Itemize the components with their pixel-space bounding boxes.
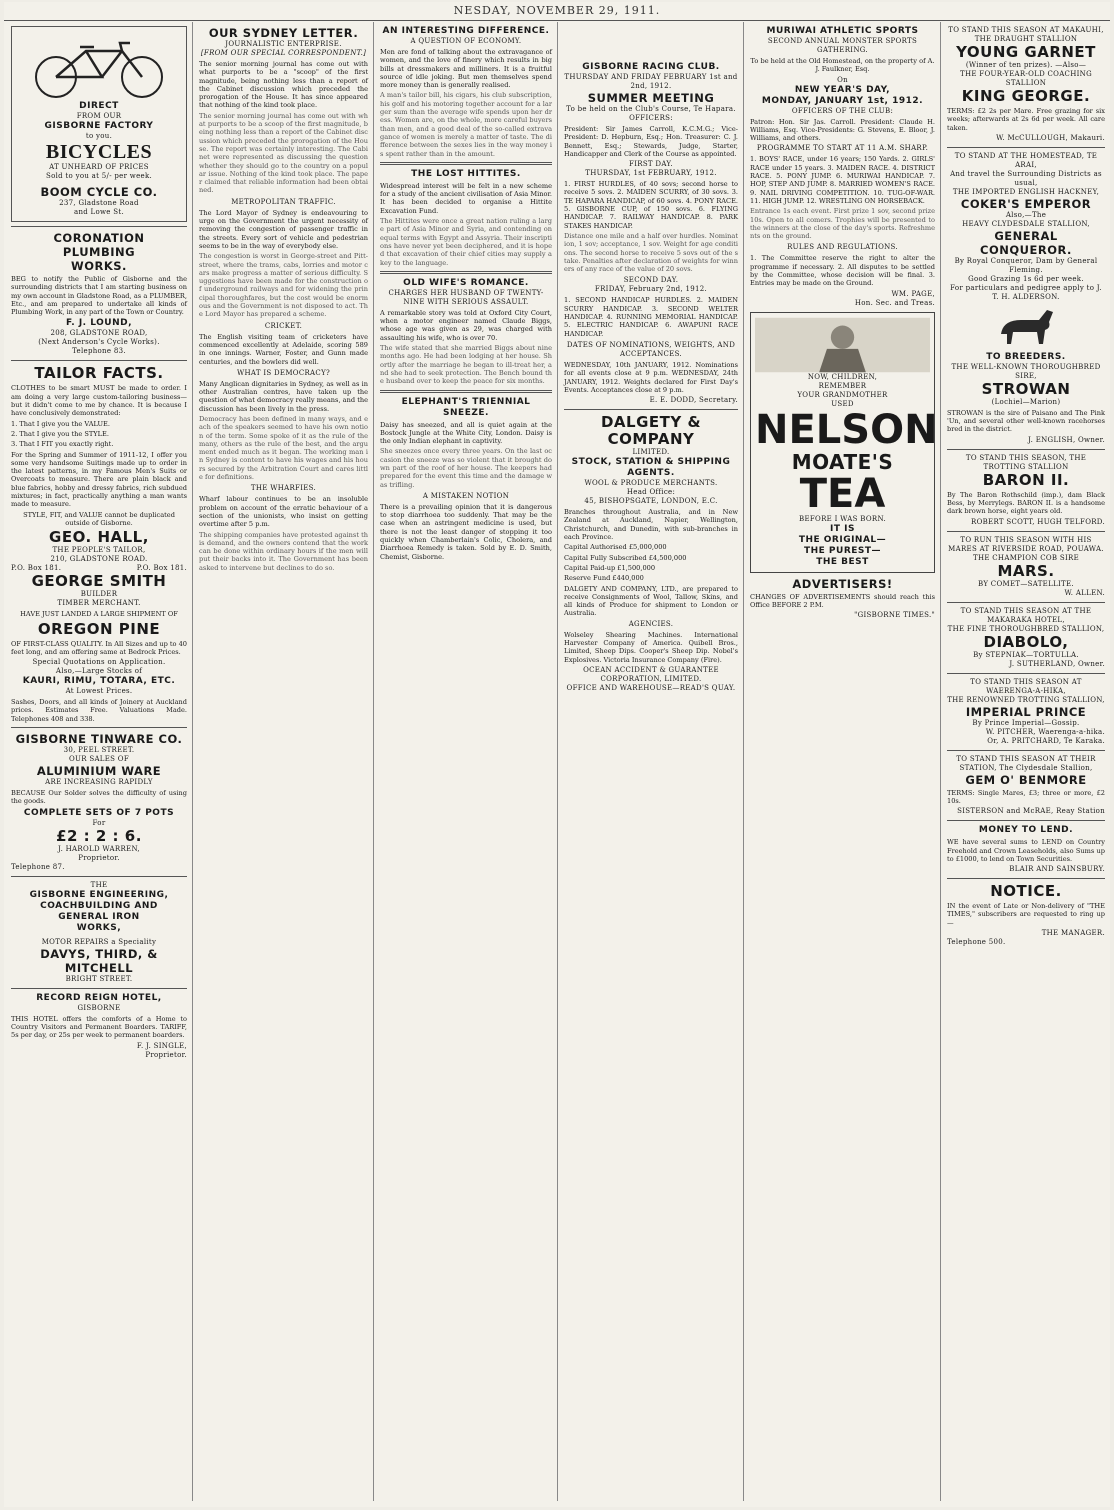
first-day-date: THURSDAY, 1st FEBRUARY, 1912. xyxy=(585,169,717,178)
plumbing-title-2: PLUMBING xyxy=(62,245,136,259)
summer-meeting-title: SUMMER MEETING xyxy=(587,91,715,105)
elephant-p4: Daisy has sneezed, and all is quiet again at the Bostock Jungle at the White City, London. Daisy is the only Indian elephant in captivity. xyxy=(380,420,552,446)
stand-1: TO STAND THIS SEASON AT MAKAUHI, THE DRAUGHT STALLION xyxy=(948,26,1104,43)
sydney-p3: The English visiting team of cricketers have commenced excellently at Adelaide, scoring 589 in one innings. Warner, Foster, and Gunn made centuries, and the bowlers did well. xyxy=(199,332,368,366)
romance-subtitle: CHARGES HER HUSBAND OF TWENTY-NINE WITH SERIOUS ASSAULT. xyxy=(388,288,544,306)
hotel-text: THIS HOTEL offers the comforts of a Home to Country Visitors and Permanent Boarders. TARIFF, 5s per day, or 25s per week to permanent boarders. xyxy=(11,1014,187,1040)
hittites-column-text: The Hittites were once a great nation ruling a large part of Asia Minor and Syria, and contending on equal terms with Egypt and Assyria. Their inscriptions have never yet been deciphered, and it is hoped that excavation of their chief cities may supply a key to the language. xyxy=(380,217,552,267)
nelson-tea: TEA xyxy=(799,470,886,517)
strowan-sub: (Lochiel—Marion) xyxy=(991,397,1061,406)
stand-3: TO STAND THIS SEASON, THE TROTTING STALLION xyxy=(965,453,1087,471)
muriwai-second: SECOND ANNUAL MONSTER SPORTS GATHERING. xyxy=(767,37,918,54)
tinware-price: £2 : 2 : 6. xyxy=(56,826,142,845)
engineering-line-3: COACHBUILDING AND xyxy=(40,900,158,911)
dalgety-office: OFFICE AND WAREHOUSE—READ'S QUAY. xyxy=(566,683,736,692)
column-5 xyxy=(745,22,941,1501)
sydney-sub-1: METROPOLITAN TRAFFIC. xyxy=(231,197,336,206)
plumbing-phone: Telephone 83. xyxy=(72,347,126,356)
tinware-for: For xyxy=(92,818,106,827)
dalgety-capital-1: Capital Authorised £5,000,000 xyxy=(564,543,667,552)
dalgety-text: DALGETY AND COMPANY, LTD., are prepared to receive Consignments of Wool, Tallow, Skins, and all kinds of Produce for shipment to London or Australia. xyxy=(564,584,738,618)
engineering-street: BRIGHT STREET. xyxy=(65,974,133,983)
tinware-complete: COMPLETE SETS OF 7 POTS xyxy=(23,807,175,818)
young-garnet: YOUNG GARNET xyxy=(956,43,1096,61)
tailor-intro: CLOTHES to be smart MUST be made to order. I am doing a very large custom-tailoring business—but it didn't come to me by chance. It is because I have conclusively demonstrated: xyxy=(11,384,187,418)
tailor-po-left: P.O. Box 181. xyxy=(11,564,62,573)
tailor-more: For the Spring and Summer of 1911-12, I offer you some very handsome Suitings made up to order in the latest patterns, in my Famous Men's Suits or Overcoats to measure. There are plain black and blue fabrics, hobby and dressy fabrics, rich subdued mixtures; in fact, practically anything a man wants made to measure. xyxy=(11,450,187,509)
stand-7: TO STAND THIS SEASON AT THEIR STATION, The Clydesdale Stallion, xyxy=(956,754,1096,772)
imperial-owner: W. PITCHER, Waerenga-a-hika. xyxy=(985,727,1105,736)
diabolo: DIABOLO, xyxy=(983,632,1069,651)
hittites-title: THE LOST HITTITES. xyxy=(411,168,521,179)
nelson-top-4: USED xyxy=(831,399,854,408)
tailor-po-right: P.O. Box 181. xyxy=(136,564,187,573)
tinware-title: GISBORNE TINWARE CO. xyxy=(15,732,183,747)
smith-woods: KAURI, RIMU, TOTARA, ETC. xyxy=(22,676,176,687)
nelson-before: BEFORE I WAS BORN. xyxy=(799,514,886,523)
advertisers-title: ADVERTISERS! xyxy=(792,576,893,591)
sydney-p1: The senior morning journal has come out with what purports to be a "scoop" of the first magnitude, being nothing less than a report of the Cabinet discussion which preceded the prorogation of the House. It has since appeared that nothing of the kind took place. xyxy=(199,60,368,110)
romance-title: OLD WIFE'S ROMANCE. xyxy=(403,277,529,288)
travel: And travel the Surrounding Districts as usual, xyxy=(950,169,1102,187)
elephant-title: ELEPHANT'S TRIENNIAL SNEEZE. xyxy=(401,396,531,418)
racing-signed: E. E. DODD, Secretary. xyxy=(649,396,738,405)
money-text: WE have several sums to LEND on Country Freehold and Crown Leaseholds, also Sums up to £1000, to lend on Town Securities. xyxy=(947,838,1105,863)
first-day-column-text: Distance one mile and a half over hurdles. Nomination, 1 sov; acceptance, 1 sov. Weight for age conditions. The second horse to receive 5 sovs out of the stake. Penalties after declaration of weights for winners of any race of the value of 20 sovs. xyxy=(564,231,738,274)
mistaken-notion: A MISTAKEN NOTION xyxy=(422,491,510,500)
sydney-credit: [FROM OUR SPECIAL CORRESPONDENT.] xyxy=(200,49,367,57)
sydney-column-text-3: Democracy has been defined in many ways, and each of the speakers seemed to have his own notion of the term. Some spoke of it as the rule of the many, others as the rule of the best, and the argument ended much as it began. The working man in Sydney is content to have his wages and his hours secured by the Arbitration Court and cares little for definitions. xyxy=(199,414,368,482)
tinware-our-sales: OUR SALES OF xyxy=(69,755,129,764)
king-george-terms: TERMS: £2 2s per Mare. Free grazing for six weeks; afterwards at 2s 6d per week. All care taken. xyxy=(947,107,1105,132)
notice-text: IN the event of Late or Non-delivery of "THE TIMES," subscribers are requested to ring up— xyxy=(947,902,1105,927)
engineering-firm: DAVYS, THIRD, & MITCHELL xyxy=(40,946,158,975)
stand-6: TO STAND THIS SEASON AT WAERENGA-A-HIKA, xyxy=(970,677,1082,695)
mars: MARS. xyxy=(997,561,1055,580)
tinware-product: ALUMINIUM WARE xyxy=(36,764,162,779)
money-owner: BLAIR AND SAINSBURY. xyxy=(1009,865,1105,874)
tinware-increasing: ARE INCREASING RAPIDLY xyxy=(45,778,153,787)
tinware-address: 30, PEEL STREET. xyxy=(63,746,135,755)
stand-5: TO STAND THIS SEASON AT THE MAKARAKA HOTEL, xyxy=(960,606,1092,624)
nelson-top-1: NOW, CHILDREN, xyxy=(807,372,878,381)
tailor-address: 210, GLADSTONE ROAD. xyxy=(50,555,148,564)
nelson-brand: NELSON xyxy=(755,406,938,453)
sydney-p2: The Lord Mayor of Sydney is endeavouring to urge on the Government the urgent necessity of removing the congestion of passenger traffic in the streets. Every sort of vehicle and pedestrian seems to be in the way of everybody else. xyxy=(199,208,368,250)
clydesdale: HEAVY CLYDESDALE STALLION, xyxy=(962,219,1090,228)
gem-terms: TERMS: Single Mares, £3; three or more, £2 10s. xyxy=(947,788,1105,805)
also: Also,—The xyxy=(1005,210,1047,219)
stand-4: TO RUN THIS SEASON WITH HIS MARES AT RIVERSIDE ROAD, POUAWA. xyxy=(948,535,1104,553)
sydney-sub-3: WHAT IS DEMOCRACY? xyxy=(236,368,331,377)
hotel-title: RECORD REIGN HOTEL, xyxy=(36,992,162,1003)
muriwai-date-2: MONDAY, JANUARY 1st, 1912. xyxy=(761,95,924,106)
romance-p3: A remarkable story was told at Oxford City Court, when a motor engineer named Claude Biggs, whose age was given as 29, was charged with assaulting his wife, who is over 70. xyxy=(380,308,552,342)
bicycles-from: FROM OUR xyxy=(76,112,122,120)
romance-column-text: The wife stated that she married Biggs about nine months ago. He had been lodging at her house. Shortly after the marriage he began to ill-treat her, and she had to seek protection. The Bench bound the husband over to keep the peace for six months. xyxy=(380,344,552,386)
bicycle-icon xyxy=(24,37,174,99)
king-george: KING GEORGE. xyxy=(961,87,1091,105)
hittites-p2: Widespread interest will be felt in a new scheme for a study of the ancient civilisation of Asia Minor. It has been decided to organise a Hittite Excavation Fund. xyxy=(380,181,552,215)
plumbing-address: 208, GLADSTONE ROAD, xyxy=(50,329,148,338)
sydney-title: OUR SYDNEY LETTER. xyxy=(208,26,359,40)
imperial-sub: By Prince Imperial—Gossip. xyxy=(972,718,1080,727)
bicycles-direct: DIRECT xyxy=(79,101,119,111)
muriwai-date: NEW YEAR'S DAY, xyxy=(794,84,891,95)
dalgety-branches: Branches throughout Australia, and in New Zealand at Auckland, Napier, Wellington, Christchurch, and Dunedin, with sub-branches in each Province. xyxy=(564,508,738,542)
dalgety-capital-3: Capital Paid-up £1,500,000 xyxy=(564,563,656,572)
difference-title: AN INTERESTING DIFFERENCE. xyxy=(382,26,550,36)
diabolo-owner: J. SUTHERLAND, Owner. xyxy=(1009,659,1105,668)
nominations-text: WEDNESDAY, 10th JANUARY, 1912. Nominations for all events close at 9 p.m. WEDNESDAY, 24th JANUARY, 1912. Weights declared for First Day's Events. Acceptances close at 9 p.m. xyxy=(564,360,738,394)
advertisers-text: CHANGES OF ADVERTISEMENTS should reach this Office BEFORE 2 P.M. xyxy=(750,592,935,609)
second-day-text: 1. SECOND HANDICAP HURDLES. 2. MAIDEN SCURRY HANDICAP. 3. SECOND WELTER HANDICAP. 4. RUNNING MEMORIAL HANDICAP. 5. ELECTRIC HANDICAP. 6. AWAPUNI RACE HANDICAP. xyxy=(564,296,738,338)
sydney-p5: Wharf labour continues to be an insoluble problem on account of the erratic behaviour of a section of the unionists, who insist on getting overtime after 5 p.m. xyxy=(199,495,368,529)
dalgety-agents: STOCK, STATION & SHIPPING AGENTS. xyxy=(571,457,731,479)
strowan-text: STROWAN is the sire of Paisano and The Pink 'Un, and several other well-known racehorses bred in the district. xyxy=(947,408,1105,434)
muriwai-officers-text: Patron: Hon. Sir Jas. Carroll. President: Claude H. Williams, Esq. Vice-Presidents: G. Stevens, E. Bloor, J. Williams, and others. xyxy=(750,117,935,143)
plumbing-text: BEG to notify the Public of Gisborne and the surrounding districts that I am starting business on my own account in Gladstone Road, as a PLUMBER, Etc., and am prepared to undertake all kinds of Plumbing Work, in any part of the Town or Country. xyxy=(11,275,187,317)
difference-column-text: A man's tailor bill, his cigars, his club subscription, his golf and his motoring together account for a larger sum than the average wife spends upon her dress. Women are, on the whole, more careful buyers than men, and a good deal of the so-called extravagance of women is merely a matter of taste. The difference between the sexes lies in the way money is spent rather than in the amount. xyxy=(380,91,552,158)
bicycles-title: BICYCLES xyxy=(45,141,153,163)
column-1 xyxy=(6,22,193,1501)
nelson-top-2: REMEMBER xyxy=(818,381,867,390)
column-4 xyxy=(559,22,744,1501)
general-conqueror: GENERAL CONQUEROR. xyxy=(980,228,1072,257)
hotel-owner: F. J. SINGLE, xyxy=(136,1041,187,1050)
column-2 xyxy=(194,22,374,1501)
muriwai-officers: OFFICERS OF THE CLUB: xyxy=(791,106,894,115)
mars-owner: W. ALLEN. xyxy=(1064,588,1105,597)
tailor-tagline: STYLE, FIT, and VALUE cannot be duplicated outside of Gisborne. xyxy=(23,510,175,527)
racing-dates: THURSDAY AND FRIDAY FEBRUARY 1st and 2nd, 1912. xyxy=(564,73,738,90)
dalgety-wool: WOOL & PRODUCE MERCHANTS. xyxy=(584,479,718,488)
sydney-p4: Many Anglican dignitaries in Sydney, as well as in other Australian centres, have taken up the question of what democracy really means, and the discussion has been lively in the press. xyxy=(199,379,368,413)
racing-officers-text: President: Sir James Carroll, K.C.M.G.; Vice-President: D. Hepburn, Esq.; Hon. Treasurer: C. J. Bennett, Esq.; Stewards, Judge, Starter, Handicapper and Clerk of the Course as appointed. xyxy=(564,125,738,158)
bicycles-address-1: 237, Gladstone Road xyxy=(59,199,139,207)
sydney-subtitle: JOURNALISTIC ENTERPRISE. xyxy=(225,40,342,48)
bicycles-address-2: and Lowe St. xyxy=(73,208,125,216)
plumbing-name: F. J. LOUND, xyxy=(65,318,133,329)
muriwai-held: To be held at the Old Homestead, on the property of A. J. Faulkner, Esq. xyxy=(750,57,935,74)
smith-role-2: TIMBER MERCHANT. xyxy=(57,599,141,608)
difference-subtitle: A QUESTION OF ECONOMY. xyxy=(410,37,522,45)
masthead: NESDAY, NOVEMBER 29, 1911. xyxy=(4,2,1110,21)
column-6 xyxy=(942,22,1110,1501)
nelson-moate-tea-ad xyxy=(750,312,938,573)
bicycles-to-you: to you. xyxy=(85,132,113,140)
baron-ii: BARON II. xyxy=(982,470,1070,489)
dalgety-title: DALGETY & COMPANY xyxy=(600,413,702,449)
dalgety-head-office-addr: 45, BISHOPSGATE, LONDON, E.C. xyxy=(584,497,718,506)
gem-owner: SISTERSON and McRAE, Reay Station xyxy=(957,807,1105,816)
general-conqueror-sub: By Royal Conqueror, Dam by General Fleming. xyxy=(954,256,1098,274)
hotel-proprietor: Proprietor. xyxy=(145,1050,187,1059)
well-known: THE WELL-KNOWN THOROUGHBRED SIRE, xyxy=(951,362,1101,380)
fine-stallion: THE FINE THOROUGHBRED STALLION, xyxy=(947,624,1105,633)
tinware-because: BECAUSE Our Solder solves the difficulty of using the goods. xyxy=(11,789,187,806)
grazing: Good Grazing 1s 6d per week. xyxy=(968,274,1084,283)
plumbing-note: (Next Anderson's Cycle Works). xyxy=(38,338,160,347)
racing-officers: OFFICERS: xyxy=(629,114,673,122)
grandmother-illustration xyxy=(755,317,930,373)
tailor-title: TAILOR FACTS. xyxy=(34,364,164,383)
baron-text: By The Baron Rothschild (imp.), dam Black Bess, by Merrylegs. BARON II. is a handsome dark brown horse, eight years old. xyxy=(947,490,1105,516)
to-breeders: TO BREEDERS. xyxy=(986,351,1066,362)
young-garnet-sub: (Winner of ten prizes). —Also— xyxy=(965,61,1087,69)
nelson-best: THE BEST xyxy=(816,556,869,567)
sydney-sub-2: CRICKET. xyxy=(264,321,303,330)
smith-role: BUILDER xyxy=(80,590,118,599)
bicycles-terms: Sold to you at 5/- per week. xyxy=(45,172,153,180)
advertisers-signed: "GISBORNE TIMES." xyxy=(854,611,935,620)
newspaper-page xyxy=(4,2,1110,1507)
dalgety-limited: LIMITED. xyxy=(632,448,670,457)
stand-2: TO STAND AT THE HOMESTEAD, TE ARAI, xyxy=(954,151,1098,169)
second-day: SECOND DAY. xyxy=(623,276,679,285)
nelson-top-3: YOUR GRANDMOTHER xyxy=(797,390,888,399)
renowned: THE RENOWNED TROTTING STALLION, xyxy=(947,695,1105,704)
sydney-column-text-4: The shipping companies have protested against this demand, and the owners contend that the work can be done within ordinary hours if the men will put their backs into it. The Government has been asked to intervene but declines to do so. xyxy=(199,530,368,572)
smith-detail: OF FIRST-CLASS QUALITY. In All Sizes and up to 40 feet long, and am offering same at Bedrock Prices. xyxy=(11,639,187,656)
muriwai-programme: PROGRAMME TO START AT 11 A.M. SHARP. xyxy=(756,144,929,153)
engineering-line-2: GISBORNE ENGINEERING, xyxy=(29,889,169,900)
notice-phone: Telephone 500. xyxy=(947,938,1006,947)
tinware-owner: J. HAROLD WARREN, xyxy=(58,844,140,853)
hotel-place: GISBORNE xyxy=(77,1003,121,1012)
horse-icon xyxy=(991,304,1061,350)
bicycles-company: BOOM CYCLE CO. xyxy=(40,185,158,199)
nelson-original: THE ORIGINAL— xyxy=(798,534,887,545)
dalgety-agencies-text: Wolseley Shearing Machines. International Harvester Company of America. Quibell Bros., Limited, Sheep Dips. Cooper's Sheep Dip. Nobel's Explosives. Victoria Insurance Company (Fire). xyxy=(564,630,738,664)
money-to-lend: MONEY TO LEND. xyxy=(978,825,1074,836)
sydney-column-text-1: The senior morning journal has come out with what purports to be a scoop of the first magnitude, being nothing less than a report of the Cabinet discussion which preceded the prorogation of the House. The report was certainly interesting. The Cabinet were represented as discussing the question whether they should go to the country on a popular issue. Nothing of the kind took place. The paper claimed that reliable information had been obtained. xyxy=(199,111,368,195)
dalgety-capital-4: Reserve Fund £440,000 xyxy=(564,574,644,583)
racing-club: GISBORNE RACING CLUB. xyxy=(582,62,720,72)
smith-lowest: At Lowest Prices. xyxy=(65,687,133,696)
engineering-line-5: WORKS, xyxy=(76,922,122,933)
smith-name: GEORGE SMITH xyxy=(31,572,167,591)
engineering-line-4: GENERAL IRON xyxy=(58,911,140,922)
engineering-motor: MOTOR REPAIRS a Speciality xyxy=(41,937,157,946)
tailor-name: GEO. HALL, xyxy=(49,528,149,547)
tailor-shop: THE PEOPLE'S TAILOR, xyxy=(52,546,146,555)
imperial-prince: IMPERIAL PRINCE xyxy=(965,704,1087,719)
cokers-emperor: COKER'S EMPEROR xyxy=(960,196,1092,211)
muriwai-column-text: Entrance 1s each event. First prize 1 sov, second prize 10s. Open to all comers. Trophies will be presented to the winners at the close of the day's sports. Refreshments on the ground. xyxy=(750,207,935,241)
dalgety-ocean: OCEAN ACCIDENT & GUARANTEE CORPORATION, LIMITED. xyxy=(583,665,719,683)
plumbing-title-3: WORKS. xyxy=(71,259,127,273)
dalgety-capital-2: Capital Fully Subscribed £4,500,000 xyxy=(564,553,687,562)
second-day-date: FRIDAY, February 2nd, 1912. xyxy=(594,285,708,294)
imported-hackney: THE IMPORTED ENGLISH HACKNEY, xyxy=(952,187,1100,196)
nelson-it: IT IS xyxy=(830,523,855,534)
sydney-column-text-2: The congestion is worst in George-street and Pitt-street, where the trams, cabs, lorries and motor cars make progress a matter of serious difficulty. Suggestions have been made for the construction of underground railways and for widening the principal thoroughfares, but the cost would be enormous and the Government is not disposed to act. The Lord Mayor has prepared a scheme. xyxy=(199,252,368,319)
bicycles-factory: GISBORNE FACTORY xyxy=(44,121,154,131)
first-day-text: 1. FIRST HURDLES, of 40 sovs; second horse to receive 5 sovs. 2. MAIDEN SCURRY, of 30 sovs. 3. TE HAPARA HANDICAP, of 60 sovs. 4. PONY RACE. 5. GISBORNE CUP, of 150 sovs. 6. FLYING HANDICAP. 7. RAILWAY HANDICAP. 8. PARK STAKES HANDICAP. xyxy=(564,180,738,230)
mistaken-p5: There is a prevailing opinion that it is dangerous to stop diarrhoea too suddenly. That may be the case when an astringent medicine is used, but there is not the least danger of stopping it too quickly when Chamberlain's Colic, Cholera, and Diarrhoea Remedy is taken. Sold by E. D. Smith, Chemist, Gisborne. xyxy=(380,502,552,561)
smith-text: HAVE JUST LANDED A LARGE SHIPMENT OF xyxy=(20,610,178,619)
muriwai-title: MURIWAI ATHLETIC SPORTS xyxy=(766,26,919,36)
engineering-line-1: THE xyxy=(90,880,108,889)
elephant-column-text: She sneezes once every three years. On the last occasion the sneeze was so violent that it brought down part of the roof of her house. The keepers had prepared for the event this time and the damage was trifling. xyxy=(380,447,552,489)
difference-p1: Men are fond of talking about the extravagance of women, and the love of finery which results in big bills at dressmakers and milliners. It is a fruitful source of idle joking. But men themselves spend more money than is generally realised. xyxy=(380,48,552,90)
champion-cob: THE CHAMPION COB SIRE xyxy=(972,553,1080,562)
tailor-point-1: 1. That I give you the VALUE. xyxy=(11,419,110,428)
smith-special: Special Quotations on Application. xyxy=(32,658,166,667)
baron-owner: ROBERT SCOTT, HUGH TELFORD. xyxy=(971,517,1105,526)
tinware-phone: Telephone 87. xyxy=(11,862,65,871)
king-george-owner: W. McCULLOUGH, Makauri. xyxy=(996,133,1105,142)
first-day: FIRST DAY. xyxy=(629,160,673,169)
tailor-point-3: 3. That I FIT you exactly right. xyxy=(11,440,114,449)
particulars: For particulars and pedigree apply to J. T. H. ALDERSON. xyxy=(950,283,1102,301)
plumbing-title-1: CORONATION xyxy=(53,231,145,245)
strowan: STROWAN xyxy=(981,379,1071,398)
smith-also: Also,—Large Stocks of xyxy=(55,667,143,676)
sydney-sub-4: THE WHARFIES. xyxy=(250,484,317,493)
imperial-or: Or, A. PRITCHARD, Te Karaka. xyxy=(987,736,1105,745)
notice-manager: THE MANAGER. xyxy=(1041,929,1105,938)
dalgety-head-office: Head Office: xyxy=(626,488,676,497)
tailor-point-2: 2. That I give you the STYLE. xyxy=(11,429,109,438)
mars-sub: BY COMET—SATELLITE. xyxy=(978,579,1074,588)
summer-meeting-held: To be held on the Club's Course, Te Hapara. xyxy=(566,105,736,113)
nominations-title: DATES OF NOMINATIONS, WEIGHTS, AND ACCEPTANCES. xyxy=(566,340,736,358)
muriwai-signed-2: Hon. Sec. and Treas. xyxy=(854,298,935,307)
tinware-proprietor: Proprietor. xyxy=(78,853,120,862)
bicycles-prices: AT UNHEARD OF PRICES xyxy=(49,163,149,171)
muriwai-prog-text: 1. BOYS' RACE, under 16 years; 150 Yards. 2. GIRLS' RACE under 15 years. 3. MAIDEN RACE. 4. DISTRICT RACE. 5. PONY JUMP. 6. MURIWAI HANDICAP. 7. HOP, STEP AND JUMP. 8. MARRIED WOMEN'S RACE. 9. NAIL DRIVING COMPETITION. 10. TUG-OF-WAR. 11. HIGH JUMP. 12. WRESTLING ON HORSEBACK. xyxy=(750,155,935,205)
smith-product: OREGON PINE xyxy=(37,619,161,638)
dalgety-agencies: AGENCIES. xyxy=(628,619,674,628)
four-year-old: THE FOUR-YEAR-OLD COACHING STALLION xyxy=(959,70,1092,87)
smith-sashes: Sashes, Doors, and all kinds of Joinery at Auckland prices. Estimates Free. Valuations Made. Telephones 408 and 338. xyxy=(11,698,187,723)
nelson-purest: THE PUREST— xyxy=(803,545,882,556)
muriwai-rules: RULES AND REGULATIONS. xyxy=(787,243,898,252)
muriwai-rules-text: 1. The Committee reserve the right to alter the programme if necessary. 2. All disputes to be settled by the Committee, whose decision will be final. 3. Entries may be made on the Ground. xyxy=(750,254,935,288)
muriwai-on: On xyxy=(837,75,848,84)
strowan-owner: J. ENGLISH, Owner. xyxy=(1028,435,1105,444)
muriwai-signed: WM. PAGE, xyxy=(891,289,935,298)
nelson-brand-2: MOATE'S xyxy=(791,449,894,474)
bicycles-ad xyxy=(11,26,187,222)
gem-o-benmore: GEM O' BENMORE xyxy=(965,772,1087,787)
column-3 xyxy=(375,22,558,1501)
notice-title: NOTICE. xyxy=(990,882,1062,901)
diabolo-sub: By STEPNIAK—TORTULLA. xyxy=(973,650,1079,659)
